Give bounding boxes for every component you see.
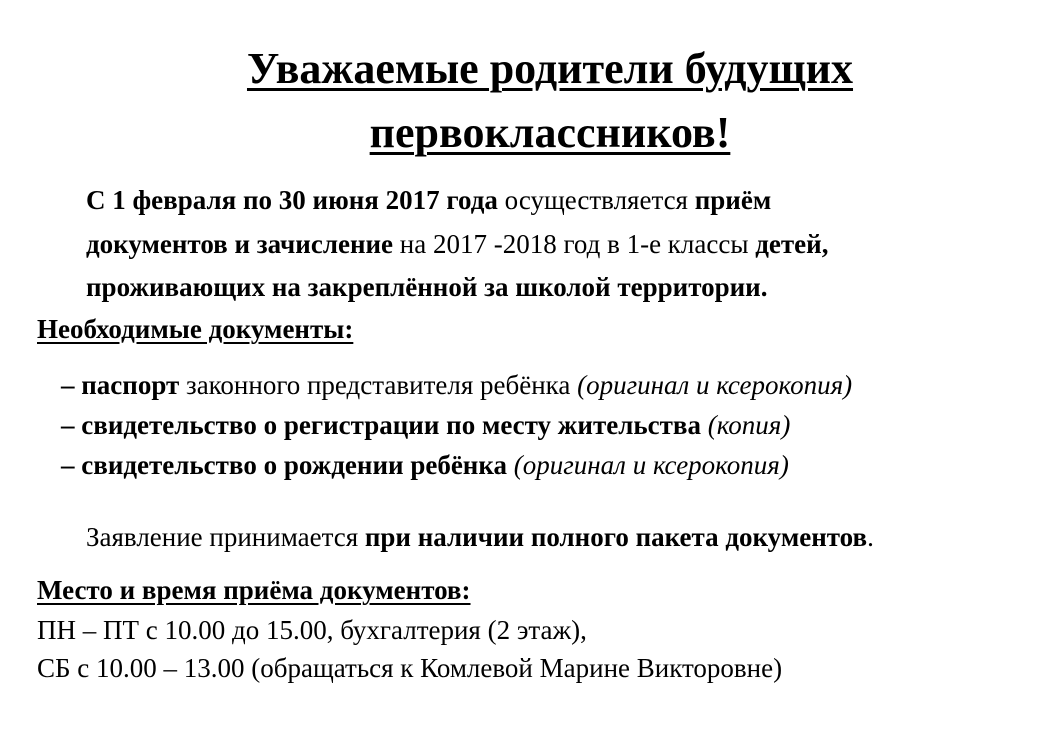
item-italic: (оригинал и ксерокопия) (513, 450, 789, 480)
title-line-2: первоклассников! (369, 108, 731, 157)
intro-text-2: на 2017 -2018 год в 1-е классы (393, 229, 756, 259)
intro-line-2 (86, 228, 828, 260)
intro-receive: приём (694, 185, 772, 215)
intro-documents-enrollment: документов и зачисление (86, 229, 394, 259)
item-dash: – (61, 370, 82, 400)
document-item-passport (61, 369, 852, 401)
item-italic: (копия) (707, 410, 791, 440)
item-bold: свидетельство о рождении ребёнка (81, 450, 508, 480)
item-bold: паспорт (81, 370, 180, 400)
item-dash: – (61, 410, 82, 440)
intro-line-1 (86, 184, 771, 216)
item-bold: свидетельство о регистрации по месту жительства (81, 410, 701, 440)
schedule-saturday: СБ с 10.00 – 13.00 (обращаться к Комлевой Марине Викторовне) (37, 653, 783, 683)
intro-text-1: осуществляется (497, 185, 695, 215)
document-item-birth-certificate (61, 449, 789, 481)
item-normal: законного представителя ребёнка (179, 370, 578, 400)
intro-line-3 (86, 271, 768, 303)
note-bold: при наличии полного пакета документов (364, 522, 868, 552)
document-item-registration (61, 409, 790, 441)
documents-heading: Необходимые документы: (37, 314, 354, 344)
intro-children: детей, (755, 229, 829, 259)
schedule-weekdays: ПН – ПТ с 10.00 до 15.00, бухгалтерия (2 этаж), (37, 615, 587, 645)
intro-territory: проживающих на закреплённой за школой территории. (86, 272, 768, 302)
title-line-1: Уважаемые родители будущих (246, 44, 854, 93)
item-dash: – (61, 450, 82, 480)
application-note (86, 521, 874, 553)
note-text: Заявление принимается (86, 522, 365, 552)
note-end: . (867, 522, 874, 552)
item-normal (507, 450, 514, 480)
item-italic: (оригинал и ксерокопия) (577, 370, 853, 400)
schedule-heading: Место и время приёма документов: (37, 575, 471, 605)
item-normal (701, 410, 708, 440)
intro-dates: С 1 февраля по 30 июня 2017 года (86, 185, 498, 215)
